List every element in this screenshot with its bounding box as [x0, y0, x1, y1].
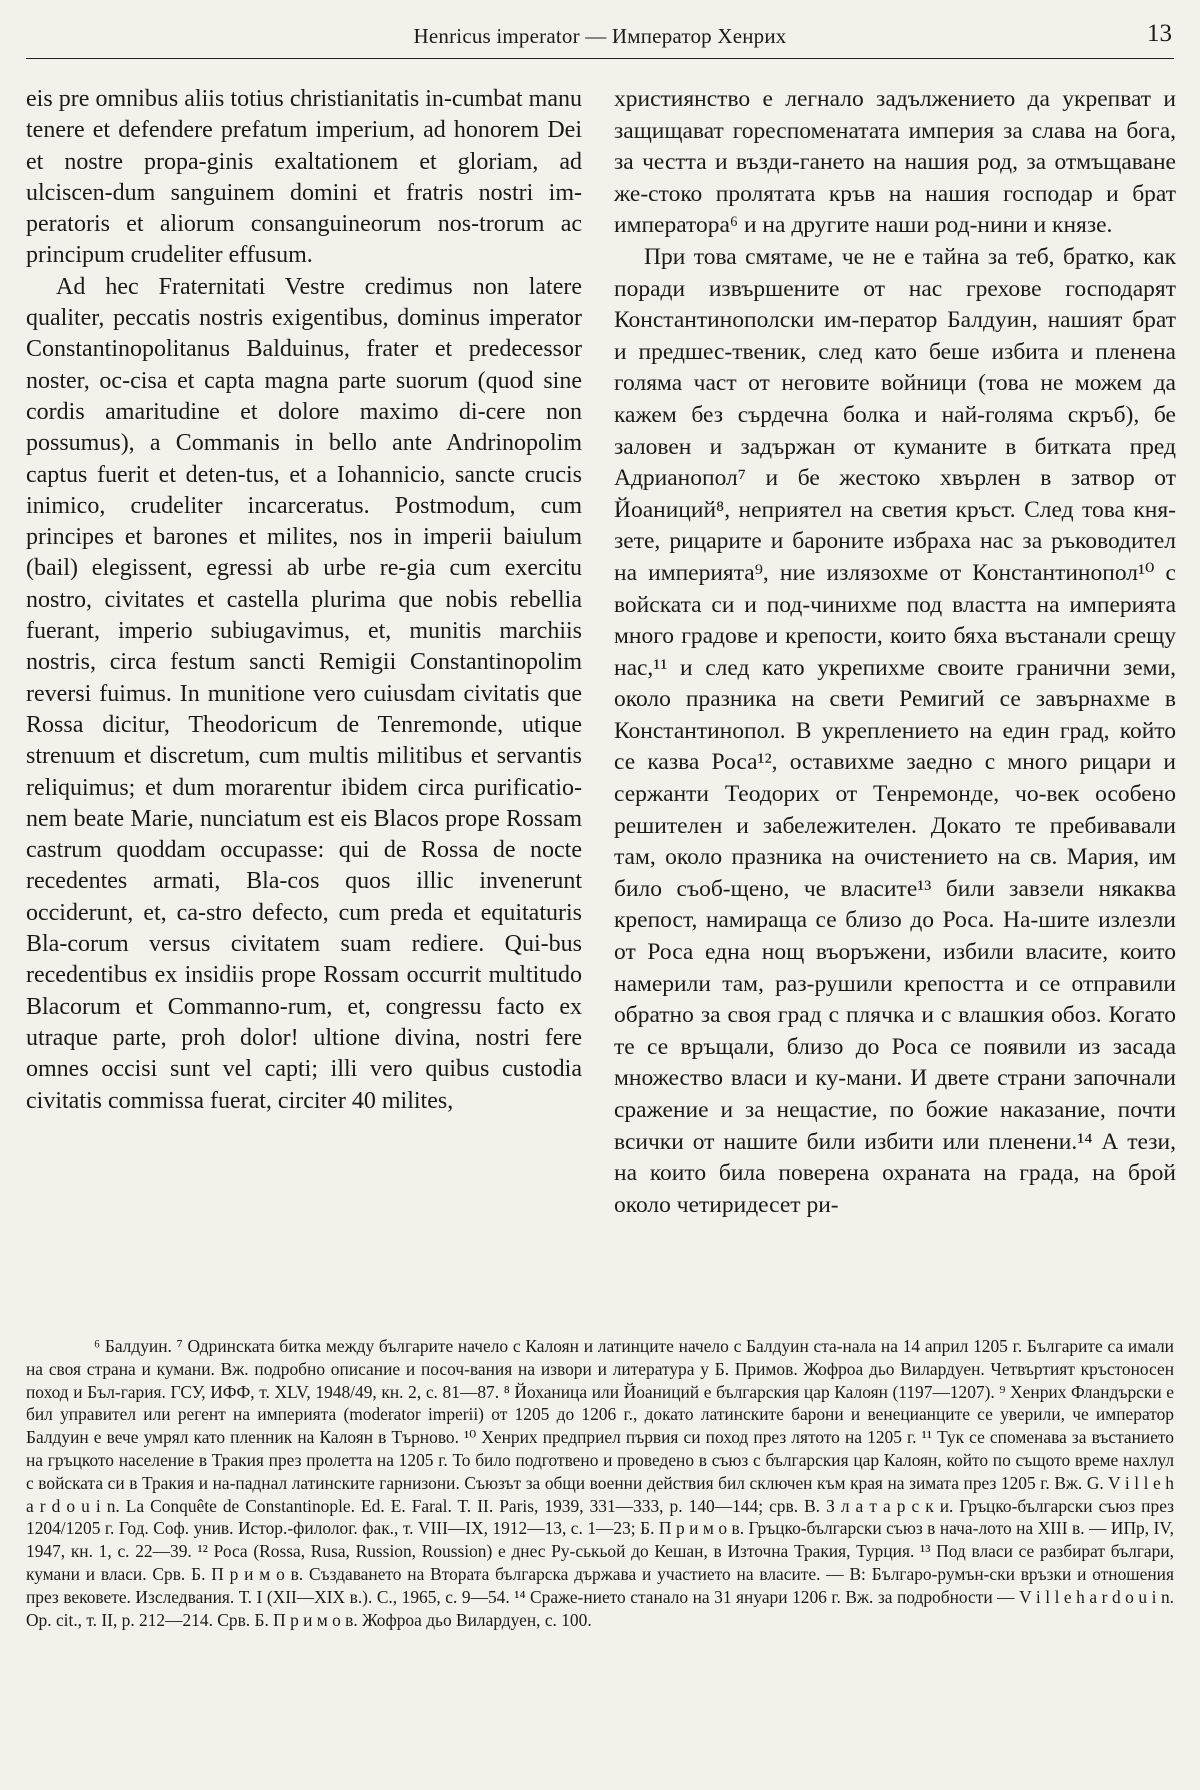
running-head: Henricus imperator — Император Хенрих: [413, 24, 787, 48]
bulgarian-paragraph-2: При това смятаме, че не е тайна за теб, братко, как поради извършените от нас грехове господарят Константинополски им-ператор Балдуин, нашият брат и предшес-твеник, след като беше избита и пленена голяма част от неговите войници (това не можем да кажем без сърдечна болка и най-голяма скръб), бе заловен и задържан от куманите в битката пред Адрианопол⁷ и бе жестоко хвърлен в затвор от Йоаниций⁸, неприятел на светия кръст. След това кня-зете, рицарите и бароните избраха нас за ръководител на империята⁹, ние излязохме от Константинопол¹⁰ с войската си и под-чинихме под властта на империята много градове и крепости, които бяха въстанали срещу нас,¹¹ и след като укрепихме своите гранични земи, около празника на свети Ремигий се завърнахме в Константинопол. В укреплението на един град, който се казва Роса¹², оставихме заедно с много рицари и сержанти Теодорих от Тенремонде, чо-век особено решителен и забележителен. Докато те пребивавали там, около празника на очистението на св. Мария, им било съоб-щено, че власите¹³ били завзели някаква крепост, намираща се близо до Роса. На-шите излезли от Роса една нощ въоръжени, избили власите, които намерили там, раз-рушили крепостта и се отправили обратно за своя град с плячка и с влашкия обоз. Когато те се връщали, близо до Роса се появили из засада множество власи и ку-мани. И двете страни започнали сражение и за нещастие, по божие наказание, почти всички от нашите били избити или пленени.¹⁴ А тези, на които била поверена охраната на града, на брой около четиридесет ри-: [614, 243, 1176, 1218]
page-header: [26, 18, 1174, 59]
bulgarian-text-column: [614, 84, 1176, 1221]
latin-paragraph-1: eis pre omnibus aliis totius christianitatis in-cumbat manu tenere et defendere prefatum imperium, ad honorem Dei et nostre propa-ginis exaltationem et gloriam, ad ulciscen-dum sanguinem domini et fratris nostri im-peratoris et aliorum consanguineorum nos-trorum ac principum crudeliter effusum.: [26, 86, 582, 269]
latin-paragraph-2: Ad hec Fraternitati Vestre credimus non latere qualiter, peccatis nostris exigentibus, dominus imperator Constantinopolitanus Balduinus, frater et predecessor noster, oc-cisa et capta magna parte suorum (quod sine cordis amaritudine et dolore maximo di-cere non possumus), a Commanis in bello ante Andrinopolim captus fuerit et deten-tus, et a Iohannicio, sancte crucis inimico, crudeliter incarceratus. Postmodum, cum principes et barones et milites, nos in imperii baiulum (bail) elegissent, egressi ab urbe re-gia cum exercitu nostro, civitates et castella plurima que nobis rebellia fuerant, imperio subiugavimus, et, munitis marchiis nostris, circa festum sancti Remigii Constantinopolim reversi fuimus. In munitione vero cuiusdam civitatis que Rossa dicitur, Theodoricum de Tenremonde, utique strenuum et discretum, cum multis militibus et servantis reliquimus; et dum morarentur ibidem circa purificatio-nem beate Marie, nunciatum est eis Blacos prope Rossam castrum quoddam occupasse: qui de Rossa de nocte recedentes armati, Bla-cos quos illic invenerunt occiderunt, et, ca-stro defecto, cum preda et equitaturis Bla-corum versus civitatem suam rediere. Qui-bus recedentibus ex insidiis prope Rossam occurrit multitudo Blacorum et Commanno-rum, et, congressu facto ex utraque parte, proh dolor! ultione divina, nostri fere omnes occisi sunt vel capti; illi vero quibus custodia civitatis commissa fuerat, circiter 40 milites,: [26, 273, 582, 1114]
bulgarian-paragraph-1: християнство е легнало задължението да укрепват и защищават гореспоменатата империя за слава на бога, за честта и възди-гането на нашия род, за отмъщаване же-стоко пролятата кръв на нашия господар и брат императора⁶ и на другите наши род-нини и князе.: [614, 86, 1176, 239]
latin-text-column: [26, 84, 582, 1117]
footnotes: [26, 1335, 1174, 1631]
footnotes-text: ⁶ Балдуин. ⁷ Одринската битка между българите начело с Калоян и латинците начело с Балдуин ста-нала на 14 април 1205 г. Българите са имали на своя страна и кумани. Вж. подробно описание и посоч-вания на извори и литература у Б. Примов. Жофроа дьо Вилардуен. Четвъртият кръстоносен поход и Бъл-гария. ГСУ, ИФФ, т. XLV, 1948/49, кн. 2, с. 81—87. ⁸ Йоханица или Йоаниций е българския цар Калоян (1197—1207). ⁹ Хенрих Фландърски е бил управител или регент на империята (moderator imperii) от 1205 до 1206 г., докато латинските барони и венецианците се уверили, че император Балдуин е вече умрял като пленник на Калоян в Търново. ¹⁰ Хенрих предприел първия си поход през лятото на 1205 г. ¹¹ Тук се споменава за въстанието на гръцкото население в Тракия през пролетта на 1205 г. То било подготвено и проведено в съюз с българския цар Калоян, който по същото време нахлул с войската си в Тракия и на-паднал латинските гарнизони. Съюзът за общи военни действия бил сключен към края на зимата през 1205 г. Вж. G. V i l l e h a r d o u i n. La Conquête de Constantinople. Ed. E. Faral. T. II. Paris, 1939, 331—333, p. 140—144; срв. В. З л а т а р с к и. Гръцко-български съюз през 1204/1205 г. Год. Соф. унив. Истор.-филолог. фак., т. VIII—IX, 1912—13, с. 1—23; Б. П р и м о в. Гръцко-български съюз в нача-лото на XIII в. — ИПр, IV, 1947, кн. 1, с. 22—39. ¹² Роса (Rossa, Rusa, Russion, Roussion) е днес Ру-ськьой до Кешан, в Източна Тракия, Турция. ¹³ Под власи се разбират българи, кумани и власи. Срв. Б. П р и м о в. Създаването на Втората българска държава и участието на власите. — В: Българо-румън-ски връзки и отношения през вековете. Изследвания. Т. I (XII—XIX в.). С., 1965, с. 9—54. ¹⁴ Сраже-нието станало на 31 януари 1206 г. Вж. за подробности — V i l l e h a r d o u i n. Op. cit., т. II, p. 212—214. Срв. Б. П р и м о в. Жофроа дьо Вилардуен, с. 100.: [26, 1336, 1174, 1630]
page-number: 13: [1147, 20, 1172, 47]
